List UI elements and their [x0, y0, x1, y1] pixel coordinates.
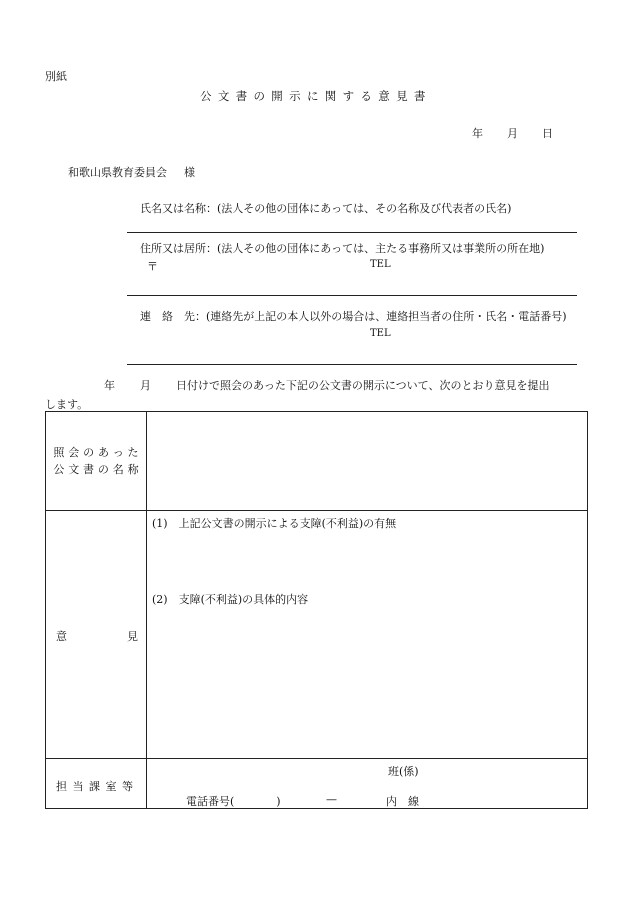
address-field-underline: [127, 295, 577, 296]
document-name-label-line1: 照会のあった: [53, 446, 143, 459]
addressee-honorific: 様: [184, 166, 195, 179]
postal-mark: 〒: [147, 260, 158, 273]
contact-field: [140, 308, 567, 324]
extension-label: 内 線: [386, 795, 419, 808]
table-row-divider-1: [46, 510, 587, 511]
name-field-underline: [127, 232, 577, 233]
document-name-field[interactable]: [147, 412, 587, 510]
statement-line2: します。: [45, 398, 89, 411]
opinion-item-2: (2) 支障(不利益)の具体的内容: [152, 593, 309, 606]
document-name-label-line2: 公文書の名称: [53, 463, 143, 476]
section-unit-label: 班(係): [388, 765, 419, 778]
contact-note: (連絡先が上記の本人以外の場合は、連絡担当者の住所・氏名・電話番号): [206, 310, 567, 323]
statement-year: 年: [104, 379, 115, 392]
phone-label: 電話番号(: [186, 795, 235, 808]
attachment-label: 別紙: [45, 70, 67, 83]
statement-line1: 日付けで照会のあった下記の公文書の開示について、次のとおり意見を提出: [176, 379, 550, 392]
contact-label: 連 絡 先：: [140, 310, 206, 323]
date-day: 日: [542, 127, 553, 140]
tel-label-1: TEL: [370, 259, 391, 270]
table-row-divider-2: [46, 758, 587, 759]
opinion-label-right: 見: [127, 630, 138, 643]
opinion-item-1: (1) 上記公文書の開示による支障(不利益)の有無: [152, 517, 397, 530]
date-month: 月: [507, 127, 518, 140]
document-name-label: [46, 444, 146, 478]
phone-close: ): [276, 795, 281, 808]
opinion-table: [45, 411, 588, 809]
phone-field: [186, 793, 281, 809]
address-field-label: 住所又は居所：(法人その他の団体にあっては、主たる事務所又は事業所の所在地): [140, 242, 545, 255]
statement-month: 月: [140, 379, 151, 392]
contact-field-underline: [127, 364, 577, 365]
tel-label-2: TEL: [370, 328, 391, 339]
opinion-label-left: 意: [56, 630, 67, 643]
responsible-section-label: 担当課室等: [56, 780, 139, 793]
addressee-name: 和歌山県教育委員会: [68, 166, 167, 179]
document-title: 公文書の開示に関する意見書: [200, 89, 432, 103]
name-field-label: 氏名又は名称：(法人その他の団体にあっては、その名称及び代表者の氏名): [140, 202, 512, 215]
date-year: 年: [472, 127, 483, 140]
phone-dash: —: [326, 793, 337, 806]
